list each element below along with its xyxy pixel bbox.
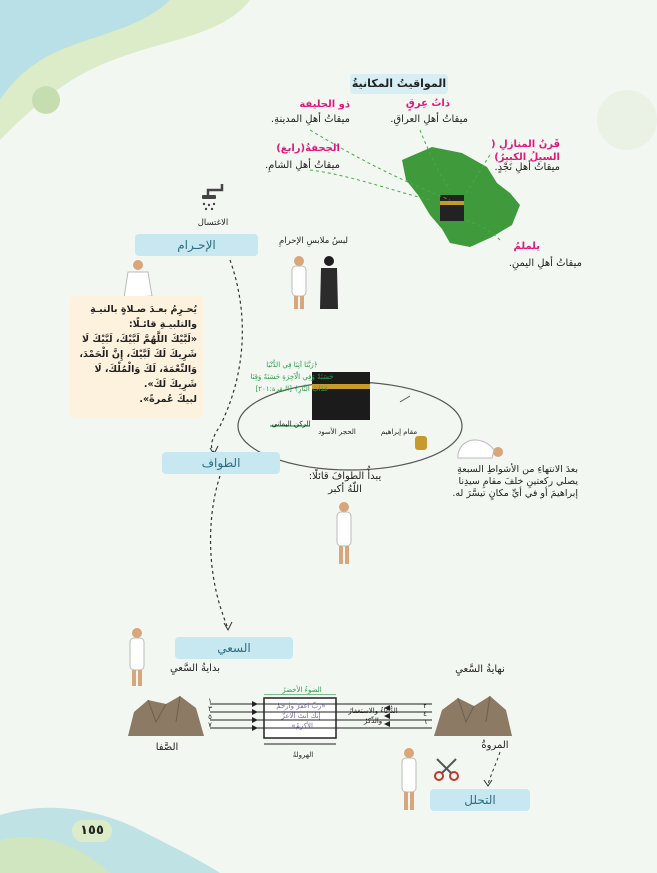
- black-stone-label: الحجر الأسود: [318, 428, 356, 436]
- lap-5: ٥: [208, 713, 212, 721]
- miqat-juhfah-name: الجحفةُ(رابغ): [276, 143, 340, 154]
- tawaf-dua-line1: ﴿رَبَّنَا آتِنَا فِي الدُّنْيَا: [266, 361, 318, 369]
- laps-right: [418, 702, 432, 726]
- page-number: ١٥٥: [72, 820, 112, 842]
- rukn-yamani-label: الركن اليماني: [271, 420, 311, 428]
- sai-dua: [266, 701, 336, 731]
- sai-dua-line3: الأكرمُ».: [289, 722, 313, 730]
- marwah-rock: [432, 692, 514, 740]
- ihram-clothes: لبسُ ملابسِ الإحرامِ: [278, 236, 348, 246]
- lap-6: ٦: [423, 718, 427, 726]
- laps-left: [203, 697, 217, 729]
- dua-dhikr: [338, 706, 408, 726]
- scissors-icon: [432, 757, 462, 783]
- tawaf-dua-line3: عَذَابَ النَّارِ﴾ [البقرة:٢٠١]: [255, 385, 329, 393]
- after-tawaf-line2: يصلي ركعتينِ خلفَ مقامِ سيدِنا: [458, 476, 578, 487]
- miqat-yalamlam-name: يلملمُ: [513, 241, 540, 252]
- after-tawaf-line1: بعدَ الانتهاءِ من الأشواطِ السبعةِ: [457, 464, 578, 475]
- talbiyah-umrah: لبيكَ عُمرةً».: [139, 394, 197, 405]
- sai-dua-line2: إنكَ أنتَ الأعزُّ: [281, 712, 321, 720]
- miqat-title: المواقيتُ المكانيةُ: [350, 74, 448, 94]
- tawaf-label: الطواف: [162, 452, 280, 474]
- dua-dhikr-line2: والذِّكرُ: [363, 717, 383, 725]
- tawaf-start-text: [300, 470, 390, 496]
- safa-rock: [126, 692, 206, 740]
- prostrating-man-figure: [454, 430, 504, 460]
- lap-2: ٢: [423, 702, 427, 710]
- tawaf-start-line1: يبدأُ الطوافَ قائلًا:: [308, 471, 382, 482]
- green-light-label: الضوءُ الأخضرُ: [282, 686, 322, 694]
- talbiyah-text: «لَبَّيْكَ اللَّهُمَّ لَبَّيْكَ، لَبَّيْكَ لَا شَرِيكَ لَكَ لَبَّيْكَ، إِنَّ الْحَمْدَ، وَالنِّعْمَةَ، لَكَ وَالْمُلْكَ، لَا شَرِيكَ لَكَ».: [79, 334, 197, 390]
- lap-1: ١: [208, 697, 212, 705]
- sai-start-label: بدايةُ السَّعيِ: [169, 663, 220, 674]
- miqat-qarn-desc: ميقاتُ أهلِ نَجْدٍ.: [494, 162, 560, 173]
- lap-4: ٤: [423, 710, 427, 718]
- lap-3: ٣: [208, 705, 212, 713]
- miqat-yalamlam-desc: ميقاتُ أهلِ اليمنِ.: [508, 258, 582, 269]
- sai-label: السعي: [175, 637, 293, 659]
- sai-dua-line1: «ربِّ اغفرْ وارحمْ: [276, 702, 326, 710]
- sai-end-label: نهايةُ السَّعيِ: [455, 664, 505, 675]
- tahallul-label: التحلل: [430, 789, 530, 811]
- woman-ihram-figure: [318, 254, 340, 312]
- man-tawaf-figure: [333, 500, 355, 566]
- man-ihram-figure: [288, 254, 310, 310]
- miqat-qarn-name: قَرنُ المنازلِ ( السيلُ الكبيرُ): [491, 139, 560, 163]
- after-tawaf-line3: إبراهيمَ أو في أيِّ مكانٍ تيسَّرَ له.: [452, 488, 578, 499]
- shower-icon: [196, 180, 232, 216]
- ghusl-label: الاغتسال: [197, 218, 229, 228]
- tahallul-arrow: [478, 750, 508, 790]
- harwalah-label: الهرولةُ: [292, 751, 314, 759]
- safa-label: الصَّفا: [155, 742, 179, 753]
- miqat-juhfah-desc: ميقاتُ أهلِ الشامِ.: [264, 160, 340, 171]
- tawaf-dua-line2: حَسَنَةً وَفِي الْآخِرَةِ حَسَنَةً وَقِنَا: [250, 373, 334, 381]
- talbiyah-intro: يُحـرِمُ بعـدَ صـلاةٍ بالنيـةِ والتلبيـةِ قائـلًا:: [90, 304, 197, 330]
- lap-7: ٧: [208, 721, 212, 729]
- miqat-dhat-irq-desc: ميقاتُ أهلِ العراقِ.: [390, 114, 468, 125]
- miqat-dhat-irq-name: ذاتُ عِرقٍ: [405, 98, 450, 109]
- marwah-label: المروةُ: [481, 740, 509, 751]
- man-tahallul-figure: [398, 746, 420, 812]
- miqat-dhul-hulayfah-name: ذو الحليفة: [299, 99, 350, 110]
- tawaf-start-line2: اللّهُ أكبر: [328, 484, 362, 495]
- dua-dhikr-line1: الدُّعاءُ والاستغفارُ: [348, 707, 398, 715]
- ihram-label: الإحـرام: [135, 234, 258, 256]
- miqat-dhul-hulayfah-desc: ميقاتُ أهلِ المدينةِ.: [270, 114, 350, 125]
- maqam-ibrahim-label: مقام إبراهيم: [380, 428, 418, 436]
- man-sai-start-figure: [126, 626, 148, 688]
- after-tawaf-text: [408, 464, 578, 500]
